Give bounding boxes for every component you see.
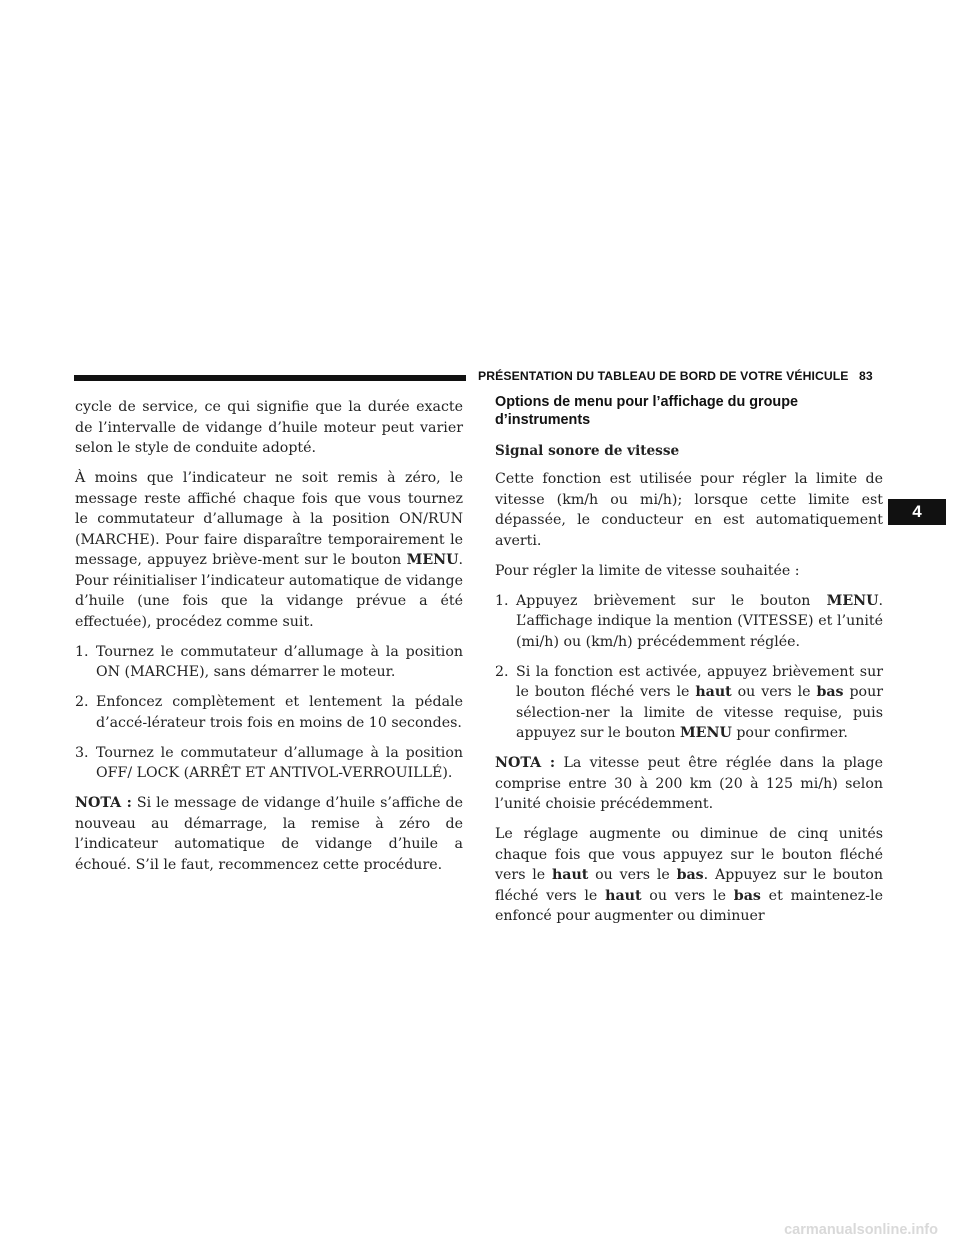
list-item: 1. Appuyez brièvement sur le bouton MENU. L’affichage indique la mention (VITESSE) et l’unité (mi/h) ou (km/h) précédemment réglée. <box>495 592 883 650</box>
note: NOTA : La vitesse peut être réglée dans la plage comprise entre 30 à 200 km (20 à 125 mi/h) selon l’unité choisie précédemment. <box>495 755 883 812</box>
note: NOTA : Si le message de vidange d’huile s’affiche de nouveau au démarrage, la remise à zéro de l’indicateur automatique de vidange d’huile a échoué. S’il le faut, recommencez cette procédure. <box>75 795 464 873</box>
section-heading: Options de menu pour l’affichage du groupe d’instruments <box>495 394 799 428</box>
chapter-tab: 4 <box>888 499 946 525</box>
paragraph: À moins que l’indicateur ne soit remis à zéro, le message reste affiché chaque fois que vous tournez le commutateur d’allumage à la position ON/RUN (MARCHE). Pour faire disparaître temporairement le message, appuyez briève-ment sur le bouton MENU. Pour réinitialiser l’indicateur automatique de vidange d’huile (une fois que la vidange prévue a été effectuée), procédez comme suit. <box>75 470 463 630</box>
list-item: 3. Tournez le commutateur d’allumage à la position OFF/ LOCK (ARRÊT ET ANTIVOL-VERROUILLÉ). <box>75 744 463 781</box>
paragraph: Cette fonction est utilisée pour régler la limite de vitesse (km/h ou mi/h); lorsque cette limite est dépassée, le conducteur en est automatiquement averti. <box>495 471 883 549</box>
menu-button-ref: MENU <box>406 552 459 568</box>
page-number: 83 <box>859 369 873 383</box>
paragraph: Le réglage augmente ou diminue de cinq unités chaque fois que vous appuyez sur le bouton fléché vers le haut ou vers le bas. Appuyez sur le bouton fléché vers le haut ou vers le bas et maintenez-le enfoncé pour augmenter ou diminuer <box>495 826 883 924</box>
watermark: carmanualsonline.info <box>784 1222 938 1238</box>
header-rule <box>74 375 466 381</box>
list-item: 2. Si la fonction est activée, appuyez brièvement sur le bouton fléché vers le haut ou vers le bas pour sélection-ner la limite de vitesse requise, puis appuyez sur le bouton MENU pour confirmer. <box>495 663 883 741</box>
paragraph: cycle de service, ce qui signifie que la durée exacte de l’intervalle de vidange d’huile moteur peut varier selon le style de conduite adopté. <box>75 399 463 456</box>
right-column <box>495 393 883 936</box>
note-label: NOTA : <box>75 795 132 811</box>
list-item: 2. Enfoncez complètement et lentement la pédale d’accé-lérateur trois fois en moins de 10 secondes. <box>75 694 463 731</box>
list-item: 1. Tournez le commutateur d’allumage à la position ON (MARCHE), sans démarrer le moteur. <box>75 643 463 680</box>
paragraph: Pour régler la limite de vitesse souhaitée : <box>495 562 800 579</box>
running-header <box>478 369 873 383</box>
header-title: PRÉSENTATION DU TABLEAU DE BORD DE VOTRE VÉHICULE <box>478 369 849 383</box>
note-label: NOTA : <box>495 755 556 771</box>
subsection-heading: Signal sonore de vitesse <box>495 443 680 459</box>
left-column <box>75 397 463 885</box>
